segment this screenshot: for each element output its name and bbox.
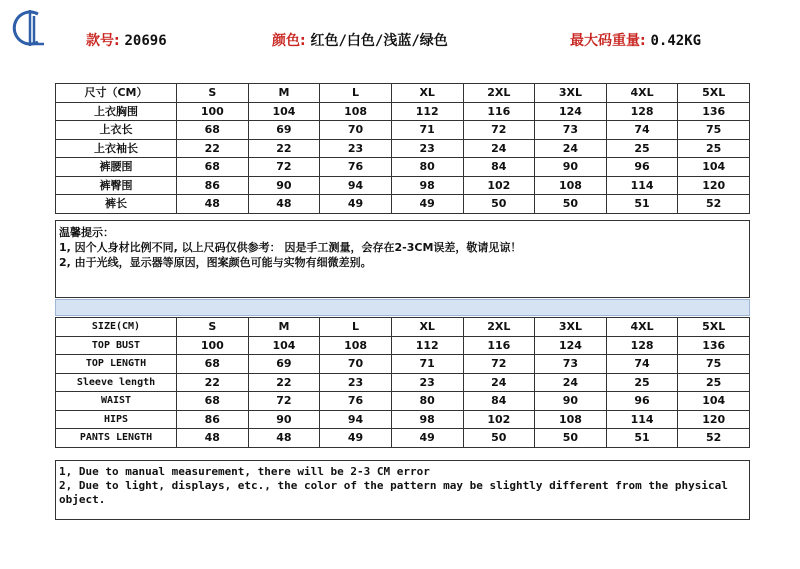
- notes-chinese: [55, 220, 750, 298]
- row-label-cell: 上衣袖长: [56, 139, 177, 158]
- size-value-cell: 68: [177, 158, 249, 177]
- size-value-cell: 120: [678, 176, 750, 195]
- size-value-cell: 76: [320, 392, 392, 411]
- size-value-cell: 68: [177, 355, 249, 374]
- size-value-cell: 23: [320, 373, 392, 392]
- size-value-cell: 73: [535, 121, 607, 140]
- size-value-cell: 112: [391, 102, 463, 121]
- row-label-cell: 上衣胸围: [56, 102, 177, 121]
- size-value-cell: 94: [320, 410, 392, 429]
- size-value-cell: 98: [391, 410, 463, 429]
- size-value-cell: 72: [463, 121, 535, 140]
- size-value-cell: 71: [391, 355, 463, 374]
- size-value-cell: 116: [463, 102, 535, 121]
- size-value-cell: 114: [606, 176, 678, 195]
- size-value-cell: XL: [391, 84, 463, 103]
- size-value-cell: 50: [463, 195, 535, 214]
- size-value-cell: 73: [535, 355, 607, 374]
- size-value-cell: 100: [177, 336, 249, 355]
- size-table-english: [55, 317, 750, 448]
- size-value-cell: 90: [248, 176, 320, 195]
- size-value-cell: 90: [535, 158, 607, 177]
- size-value-cell: 49: [391, 195, 463, 214]
- size-value-cell: 72: [248, 158, 320, 177]
- row-label-cell: HIPS: [56, 410, 177, 429]
- size-value-cell: L: [320, 84, 392, 103]
- size-value-cell: 25: [678, 139, 750, 158]
- size-value-cell: 116: [463, 336, 535, 355]
- size-value-cell: 2XL: [463, 84, 535, 103]
- table-row: [56, 102, 750, 121]
- size-value-cell: 48: [248, 429, 320, 448]
- size-value-cell: 22: [248, 373, 320, 392]
- row-label-cell: WAIST: [56, 392, 177, 411]
- size-value-cell: 52: [678, 195, 750, 214]
- note-line: 温馨提示：: [59, 226, 114, 239]
- size-value-cell: 80: [391, 158, 463, 177]
- size-value-cell: 104: [248, 336, 320, 355]
- size-value-cell: 136: [678, 102, 750, 121]
- table-row: [56, 373, 750, 392]
- size-value-cell: 120: [678, 410, 750, 429]
- size-value-cell: 50: [535, 195, 607, 214]
- size-value-cell: 48: [177, 429, 249, 448]
- size-value-cell: 22: [248, 139, 320, 158]
- note-line: 2, Due to light, displays, etc., the color of the pattern may be slightly different from the physical object.: [59, 479, 728, 506]
- size-value-cell: 25: [606, 373, 678, 392]
- size-value-cell: 23: [391, 373, 463, 392]
- size-value-cell: 96: [606, 158, 678, 177]
- colors-label: 颜色:: [272, 33, 306, 49]
- note-line: 1, Due to manual measurement, there will be 2-3 CM error: [59, 465, 430, 478]
- size-value-cell: 100: [177, 102, 249, 121]
- size-value-cell: 5XL: [678, 318, 750, 337]
- size-value-cell: 108: [320, 336, 392, 355]
- size-value-cell: 25: [678, 373, 750, 392]
- table-header-row: [56, 84, 750, 103]
- size-value-cell: 23: [320, 139, 392, 158]
- size-value-cell: 69: [248, 355, 320, 374]
- table-row: [56, 429, 750, 448]
- table-row: [56, 336, 750, 355]
- size-value-cell: 2XL: [463, 318, 535, 337]
- table-row: [56, 176, 750, 195]
- size-value-cell: 128: [606, 336, 678, 355]
- size-value-cell: 128: [606, 102, 678, 121]
- divider-band: [55, 299, 750, 316]
- size-value-cell: 23: [391, 139, 463, 158]
- table-row: [56, 355, 750, 374]
- size-value-cell: 24: [535, 139, 607, 158]
- size-value-cell: 5XL: [678, 84, 750, 103]
- size-value-cell: 24: [535, 373, 607, 392]
- style-code-value: 20696: [124, 33, 167, 49]
- size-value-cell: 124: [535, 336, 607, 355]
- table-row: [56, 139, 750, 158]
- size-value-cell: 49: [320, 195, 392, 214]
- row-label-cell: TOP LENGTH: [56, 355, 177, 374]
- size-value-cell: 22: [177, 139, 249, 158]
- row-label-cell: TOP BUST: [56, 336, 177, 355]
- size-value-cell: 22: [177, 373, 249, 392]
- size-value-cell: 90: [535, 392, 607, 411]
- size-value-cell: 48: [248, 195, 320, 214]
- size-value-cell: L: [320, 318, 392, 337]
- row-label-cell: Sleeve length: [56, 373, 177, 392]
- size-value-cell: 124: [535, 102, 607, 121]
- row-label-cell: PANTS LENGTH: [56, 429, 177, 448]
- size-value-cell: 48: [177, 195, 249, 214]
- size-value-cell: 49: [320, 429, 392, 448]
- size-value-cell: 24: [463, 139, 535, 158]
- size-value-cell: 50: [463, 429, 535, 448]
- table-row: [56, 158, 750, 177]
- table-header-row: [56, 318, 750, 337]
- size-value-cell: 68: [177, 392, 249, 411]
- row-label-cell: 裤腰围: [56, 158, 177, 177]
- size-value-cell: 75: [678, 355, 750, 374]
- size-value-cell: 3XL: [535, 318, 607, 337]
- notes-english: [55, 460, 750, 520]
- table-row: [56, 410, 750, 429]
- size-value-cell: 96: [606, 392, 678, 411]
- note-line: 2, 由于光线，显示器等原因，图案颜色可能与实物有细微差别。: [59, 256, 372, 269]
- size-value-cell: 104: [678, 392, 750, 411]
- size-value-cell: 4XL: [606, 84, 678, 103]
- max-weight-value: 0.42KG: [650, 33, 702, 49]
- size-value-cell: M: [248, 318, 320, 337]
- size-value-cell: 102: [463, 410, 535, 429]
- size-value-cell: S: [177, 84, 249, 103]
- size-value-cell: 69: [248, 121, 320, 140]
- size-value-cell: 84: [463, 158, 535, 177]
- table-row: [56, 121, 750, 140]
- row-label-cell: 裤臀围: [56, 176, 177, 195]
- max-weight-info: [570, 30, 701, 50]
- size-value-cell: XL: [391, 318, 463, 337]
- row-label-cell: 裤长: [56, 195, 177, 214]
- size-value-cell: 72: [463, 355, 535, 374]
- size-value-cell: 136: [678, 336, 750, 355]
- size-value-cell: 71: [391, 121, 463, 140]
- size-value-cell: 4XL: [606, 318, 678, 337]
- size-value-cell: 104: [678, 158, 750, 177]
- size-value-cell: 24: [463, 373, 535, 392]
- size-value-cell: 90: [248, 410, 320, 429]
- row-label-cell: 尺寸（CM）: [56, 84, 177, 103]
- size-value-cell: 76: [320, 158, 392, 177]
- size-value-cell: 68: [177, 121, 249, 140]
- size-value-cell: 50: [535, 429, 607, 448]
- size-value-cell: M: [248, 84, 320, 103]
- max-weight-label: 最大码重量:: [570, 33, 646, 49]
- size-value-cell: 75: [678, 121, 750, 140]
- style-code: [86, 30, 167, 50]
- size-value-cell: 114: [606, 410, 678, 429]
- size-value-cell: 80: [391, 392, 463, 411]
- size-value-cell: 70: [320, 355, 392, 374]
- row-label-cell: SIZE(CM): [56, 318, 177, 337]
- size-value-cell: 84: [463, 392, 535, 411]
- size-value-cell: 86: [177, 410, 249, 429]
- size-value-cell: 104: [248, 102, 320, 121]
- size-value-cell: 49: [391, 429, 463, 448]
- size-value-cell: 94: [320, 176, 392, 195]
- size-value-cell: S: [177, 318, 249, 337]
- colors-info: [272, 30, 448, 50]
- size-value-cell: 3XL: [535, 84, 607, 103]
- table-row: [56, 392, 750, 411]
- size-value-cell: 72: [248, 392, 320, 411]
- size-value-cell: 98: [391, 176, 463, 195]
- table-row: [56, 195, 750, 214]
- size-table-chinese: [55, 83, 750, 214]
- style-code-label: 款号:: [86, 33, 120, 49]
- size-value-cell: 51: [606, 429, 678, 448]
- size-value-cell: 108: [535, 176, 607, 195]
- size-value-cell: 74: [606, 121, 678, 140]
- brand-logo: [8, 6, 52, 50]
- size-value-cell: 108: [320, 102, 392, 121]
- size-value-cell: 74: [606, 355, 678, 374]
- size-value-cell: 51: [606, 195, 678, 214]
- size-value-cell: 112: [391, 336, 463, 355]
- size-value-cell: 25: [606, 139, 678, 158]
- note-line: 1, 因个人身材比例不同, 以上尺码仅供参考： 因是手工测量，会存在2-3CM误差，敬请见谅！: [59, 241, 522, 254]
- size-value-cell: 52: [678, 429, 750, 448]
- row-label-cell: 上衣长: [56, 121, 177, 140]
- size-value-cell: 108: [535, 410, 607, 429]
- size-value-cell: 86: [177, 176, 249, 195]
- colors-value: 红色/白色/浅蓝/绿色: [310, 33, 448, 49]
- size-value-cell: 102: [463, 176, 535, 195]
- size-value-cell: 70: [320, 121, 392, 140]
